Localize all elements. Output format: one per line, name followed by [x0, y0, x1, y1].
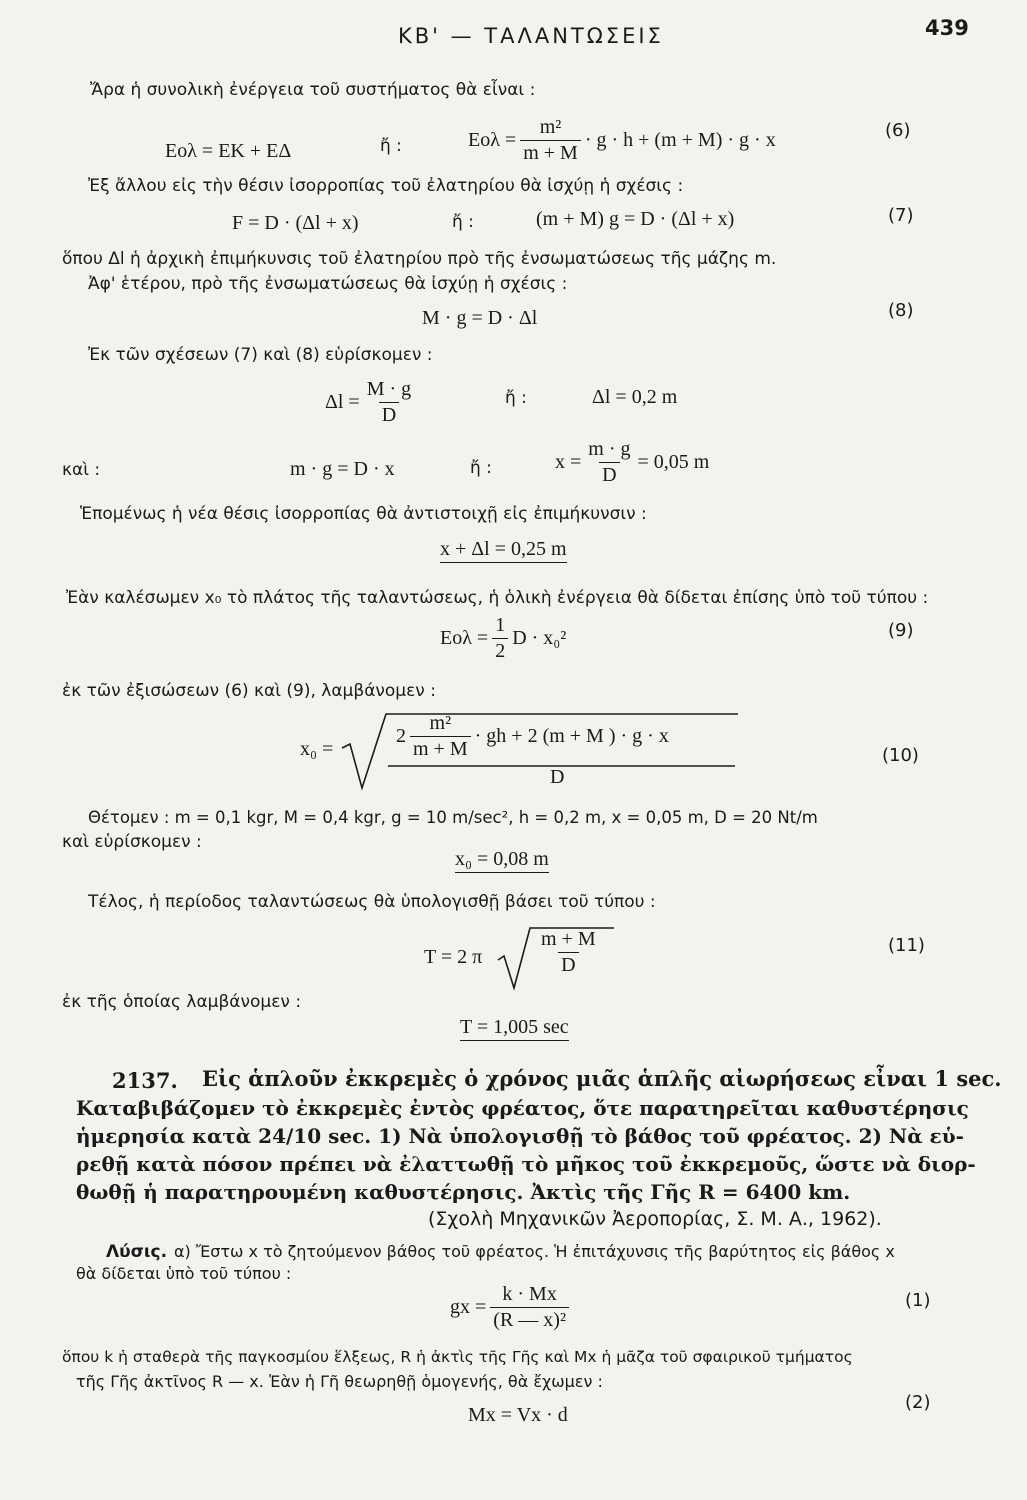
eq11-fraction — [534, 928, 603, 977]
eq9-lhs: Eολ = — [440, 627, 489, 649]
from-relations-text: Ἐκ τῶν σχέσεων (7) καὶ (8) εὑρίσκομεν : — [88, 345, 433, 365]
label-p2: (2) — [905, 1392, 931, 1413]
eq9-rest: D · x₀² — [512, 627, 567, 649]
label-9: (9) — [888, 620, 914, 641]
eq11-num: m + M — [541, 928, 596, 950]
label-6: (6) — [885, 120, 911, 141]
eq6-num: m² — [539, 116, 562, 138]
mg-equation: m · g = D · x — [290, 458, 395, 480]
eq10-rest: · gh + 2 (m + M ) · g · x — [474, 725, 669, 747]
eq8: M · g = D · Δl — [422, 307, 538, 329]
eq6-rest: · g · h + (m + M) · g · x — [584, 129, 776, 151]
eq1-lhs: gx = — [450, 1296, 487, 1318]
or-word: ἤ : — [470, 458, 492, 478]
dl-fraction — [364, 378, 414, 427]
finally-text: Τέλος, ἡ περίοδος ταλαντώσεως θὰ ὑπολογισθῇ βάσει τοῦ τύπου : — [88, 892, 656, 912]
sum-result-text: x + Δl = 0,25 m — [440, 538, 567, 563]
eq7-left: F = D · (Δl + x) — [232, 212, 359, 234]
eq10-fraction — [410, 712, 471, 761]
eq1-den: (R — x)² — [490, 1307, 569, 1332]
x0-result — [455, 848, 549, 871]
dl-den: D — [379, 402, 399, 427]
eq10-den: m + M — [410, 736, 471, 761]
problem-number: 2137. — [112, 1068, 178, 1093]
x-num: m · g — [588, 438, 631, 460]
delta-l-description: ὅπου Δl ἡ ἀρχικὴ ἐπιμήκυνσις τοῦ ἐλατηρίου πρὸ τῆς ἐνσωματώσεως τῆς μάζης m. — [62, 249, 777, 269]
eq6-fraction — [520, 116, 581, 165]
eq11-den: D — [558, 952, 578, 977]
hence-text: Ἑπομένως ἡ νέα θέσις ἰσορροπίας θὰ ἀντιστοιχῇ εἰς ἐπιμήκυνσιν : — [80, 504, 647, 524]
label-8: (8) — [888, 300, 914, 321]
eq11-lhs: T = 2 π — [424, 946, 483, 968]
x-fraction — [585, 438, 633, 487]
page-number: 439 — [925, 16, 969, 40]
dl-equation — [325, 378, 418, 427]
eq6-left: Eολ = EK + EΔ — [165, 140, 292, 162]
amplitude-text: Ἐὰν καλέσωμεν x₀ τὸ πλάτος τῆς ταλαντώσεως, ἡ ὁλικὴ ἐνέργεια θὰ δίδεται ἐπίσης ὑπὸ τοῦ τύπου : — [66, 588, 929, 608]
T-result-text: T = 1,005 sec — [460, 1016, 569, 1041]
problem-line-2: Καταβιβάζομεν τὸ ἐκκρεμὲς ἐντὸς φρέατος, ὅτε παρατηρεῖται καθυστέρησις — [76, 1096, 969, 1120]
solution-line-3: ὅπου k ἡ σταθερὰ τῆς παγκοσμίου ἕλξεως, R ἡ ἀκτὶς τῆς Γῆς καὶ Mx ἡ μᾶζα τοῦ σφαιρικοῦ τμήματος — [62, 1348, 853, 1366]
eq9-den: 2 — [492, 638, 508, 663]
from-equations-text: ἐκ τῶν ἐξισώσεων (6) καὶ (9), λαμβάνομεν : — [62, 681, 436, 701]
solution-line-2: θὰ δίδεται ὑπὸ τοῦ τύπου : — [76, 1264, 292, 1283]
x-lhs: x = — [555, 451, 582, 473]
eq6-lhs: Eολ = — [468, 129, 517, 151]
or-word: ἤ : — [380, 136, 402, 156]
x-equation — [555, 438, 709, 487]
T-result — [460, 1016, 569, 1039]
problem-line-5: θωθῇ ἡ παρατηρουμένη καθυστέρησις. Ἀκτὶς τῆς Γῆς R = 6400 km. — [76, 1180, 851, 1204]
find-text: καὶ εὑρίσκομεν : — [62, 832, 202, 852]
equilibrium-text: Ἐξ ἄλλου εἰς τὴν θέσιν ἰσορροπίας τοῦ ἐλατηρίου θὰ ἰσχύῃ ἡ σχέσις : — [88, 176, 684, 196]
x-value: = 0,05 m — [637, 451, 710, 473]
eq1-fraction — [490, 1283, 569, 1332]
eq11-frac — [538, 928, 599, 977]
solution-line-4: τῆς Γῆς ἀκτῖνος R — x. Ἐὰν ἡ Γῆ θεωρηθῇ ὁμογενής, θὰ ἔχωμεν : — [76, 1372, 603, 1391]
label-10: (10) — [882, 745, 919, 766]
solution-eq1 — [450, 1283, 573, 1332]
kai-word: καὶ : — [62, 460, 101, 480]
or-word: ἤ : — [452, 212, 474, 232]
solution-line-1: α) Ἔστω x τὸ ζητούμενον βάθος τοῦ φρέατος. Ἡ ἐπιτάχυνσις τῆς βαρύτητος εἰς βάθος x — [174, 1242, 895, 1261]
eq9-num: 1 — [495, 614, 506, 636]
dl-value: Δl = 0,2 m — [592, 386, 678, 408]
eq7-right: (m + M) g = D · (Δl + x) — [536, 208, 735, 230]
problem-line-4: ρεθῇ κατὰ πόσον πρέπει νὰ ἐλαττωθῇ τὸ μῆκος τοῦ ἐκκρεμοῦς, ὥστε νὰ διορ- — [76, 1152, 976, 1176]
label-p1: (1) — [905, 1290, 931, 1311]
x0-result-text: x₀ = 0,08 m — [455, 848, 549, 873]
dl-num: M · g — [366, 378, 412, 400]
running-title: ΚΒ' — ΤΑΛΑΝΤΩΣΕΙΣ — [398, 24, 664, 48]
dl-lhs: Δl = — [325, 391, 360, 413]
eq6-right — [468, 116, 776, 165]
eq10-num: m² — [429, 712, 452, 734]
intro-text: Ἄρα ἡ συνολικὴ ἐνέργεια τοῦ συστήματος θὰ εἶναι : — [90, 80, 536, 100]
solution-label: Λύσις. — [106, 1242, 168, 1262]
problem-line-3: ἡμερησία κατὰ 24/10 sec. 1) Νὰ ὑπολογισθῇ τὸ βάθος τοῦ φρέατος. 2) Νὰ εὑ- — [76, 1124, 964, 1148]
eq10-denominator: D — [550, 766, 565, 788]
solution-eq2: Mx = Vx · d — [468, 1404, 568, 1426]
label-11: (11) — [888, 935, 925, 956]
eq6-den: m + M — [520, 140, 581, 165]
problem-source: (Σχολὴ Μηχανικῶν Ἀεροπορίας, Σ. Μ. Α., 1962). — [428, 1208, 882, 1230]
eq1-num: k · Mx — [502, 1283, 557, 1305]
eq9-fraction — [492, 614, 508, 663]
eq10-lhs: x₀ = — [300, 738, 334, 760]
other-side-text: Ἀφ' ἑτέρου, πρὸ τῆς ἐνσωματώσεως θὰ ἰσχύῃ ἡ σχέσις : — [88, 274, 568, 294]
from-which-text: ἐκ τῆς ὁποίας λαμβάνομεν : — [62, 992, 302, 1012]
eq10-two: 2 — [396, 725, 406, 747]
or-word: ἤ : — [505, 388, 527, 408]
x-den: D — [599, 462, 619, 487]
eq10-numerator — [396, 712, 669, 761]
set-values-text: Θέτομεν : m = 0,1 kgr, M = 0,4 kgr, g = 10 m/sec², h = 0,2 m, x = 0,05 m, D = 20 Nt/m — [88, 808, 818, 827]
problem-line-1: Εἰς ἁπλοῦν ἐκκρεμὲς ὁ χρόνος μιᾶς ἁπλῆς αἰωρήσεως εἶναι 1 sec. — [202, 1066, 1002, 1091]
eq9 — [440, 614, 566, 663]
sum-result — [440, 538, 567, 561]
label-7: (7) — [888, 205, 914, 226]
